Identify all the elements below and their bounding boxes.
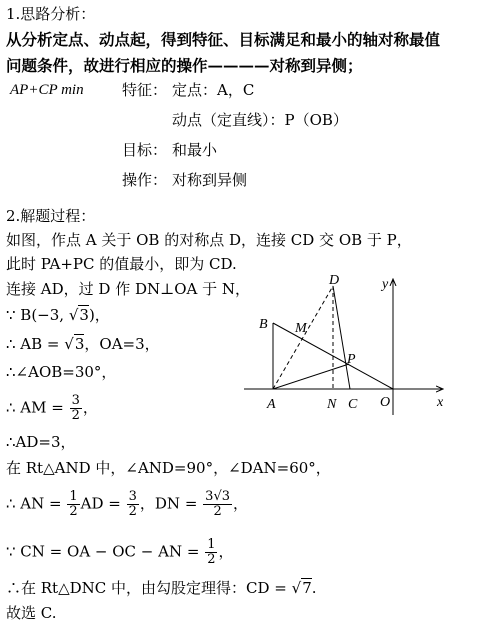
label-n: N [327, 397, 337, 412]
l10-pre: ∴ AN = [6, 494, 67, 513]
l12-radicand: 7 [302, 579, 312, 597]
segment-ap [273, 364, 349, 389]
l10-post: ， [233, 494, 249, 513]
l5-radicand: 3 [74, 335, 85, 353]
feature-moving-point: 动点（定直线）：P（OB） [172, 111, 348, 129]
solution-line9: 在 Rt△AND 中，∠AND=90°，∠DAN=60°， [6, 459, 331, 477]
solution-line13: 故选 C. [6, 604, 57, 622]
l12-post: . [311, 579, 317, 597]
label-c: C [348, 397, 358, 412]
l10-frac1: $\frac{1}{2}$ [69, 489, 78, 519]
label-b: B [259, 317, 268, 332]
l7-den: 2 [71, 408, 80, 423]
geometry-figure [242, 270, 452, 418]
solution-line1: 如图，作点 A 关于 OB 的对称点 D，连接 CD 交 OB 于 P， [6, 231, 412, 249]
solution-line7 [6, 394, 98, 423]
label-a: A [267, 397, 276, 412]
label-y: y [382, 277, 389, 292]
l4-pre: ∵ B(−3, [6, 306, 69, 324]
l10-mid2: ，DN = [139, 494, 203, 513]
l7-post: ， [82, 398, 98, 417]
goal-text: 和最小 [172, 141, 218, 159]
goal-label: 目标： [122, 141, 168, 159]
l5-post: ，OA=3， [84, 335, 160, 353]
solution-line6: ∴∠AOB=30°， [6, 363, 117, 381]
l10-frac3: $\frac{3√3}{2}$ [205, 489, 230, 519]
solution-line12: ∴在 Rt△DNC 中，由勾股定理得：CD = √7. [6, 579, 317, 597]
analysis-bold-line1: 从分析定点、动点起，得到特征、目标满足和最小的轴对称最值 [6, 30, 441, 49]
operation-text: 对称到异侧 [172, 171, 248, 189]
feature-fixed-points: 定点：A，C [172, 81, 255, 99]
l7-fraction [70, 394, 82, 423]
l7-num: 3 [71, 393, 80, 408]
l11-fraction: $\frac{1}{2}$ [207, 537, 216, 567]
feature-label: 特征： [122, 81, 168, 99]
segment-ad-dashed [273, 286, 333, 389]
solution-line3: 连接 AD，过 D 作 DN⊥OA 于 N， [6, 280, 251, 298]
l4-radicand: 3 [79, 306, 89, 324]
analysis-bold-line2: 问题条件，故进行相应的操作————对称到异侧； [6, 56, 363, 75]
l10-frac2: $\frac{3}{2}$ [128, 489, 137, 519]
label-m: M [295, 321, 307, 336]
l11-pre: ∵ CN = OA − OC − AN = [6, 542, 205, 561]
solution-line4: ∵ B(−3, √3)， [6, 306, 110, 324]
section1-heading: 1.思路分析： [6, 5, 96, 23]
l12-pre: ∴在 Rt△DNC 中，由勾股定理得：CD = [6, 579, 292, 597]
solution-line10 [6, 490, 248, 519]
solution-line5: ∴ AB = √3，OA=3， [6, 335, 160, 353]
label-p: P [347, 352, 356, 367]
solution-line8: ∴AD=3， [6, 433, 76, 451]
label-x: x [437, 395, 444, 410]
solution-line2: 此时 PA+PC 的值最小，即为 CD. [6, 255, 237, 273]
l4-post: )， [88, 306, 110, 324]
operation-label: 操作： [122, 171, 168, 189]
l10-mid: AD = [80, 494, 126, 513]
l5-pre: ∴ AB = [6, 335, 65, 353]
section2-heading: 2.解题过程： [6, 207, 96, 225]
target-expression: AP+CP min [10, 82, 84, 98]
solution-line11 [6, 538, 234, 567]
segment-dc [333, 286, 350, 389]
l7-pre: ∴ AM = [6, 398, 69, 417]
l11-post: ， [218, 542, 234, 561]
label-d: D [329, 273, 340, 288]
label-o: O [380, 395, 391, 410]
